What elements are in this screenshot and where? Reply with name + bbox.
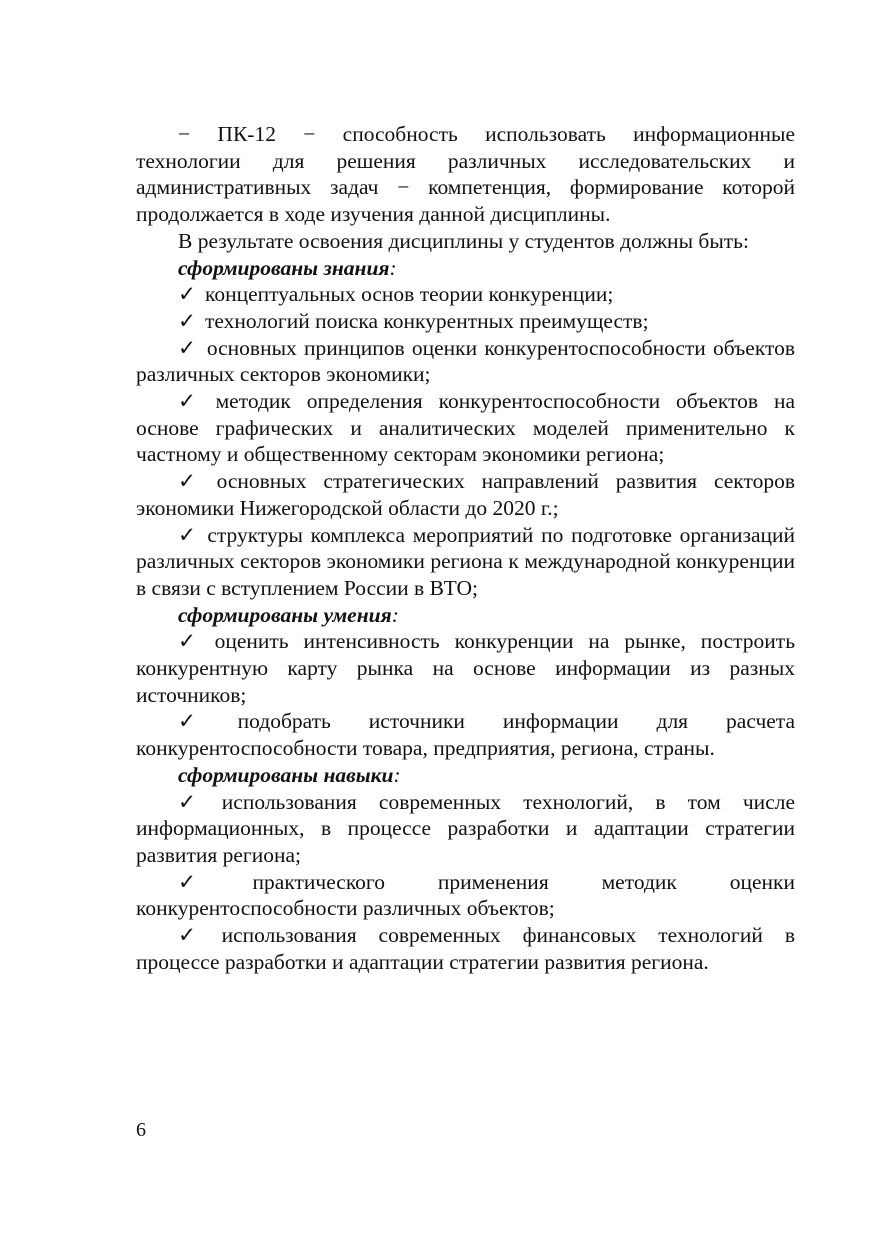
knowledge-item [136,522,795,602]
skills-heading-colon: : [391,602,399,627]
abilities-item-text: практического применения методик оценки конкурентоспособности различных объектов; [136,869,795,921]
skills-item [136,708,795,761]
checkmark-icon: ✓ [178,789,213,814]
checkmark-icon: ✓ [178,308,197,333]
knowledge-heading-text: сформированы знания [178,255,390,280]
checkmark-icon: ✓ [178,629,206,654]
abilities-heading [136,762,795,789]
skills-heading [136,602,795,629]
knowledge-item [136,468,795,521]
checkmark-icon: ✓ [178,282,197,307]
knowledge-item-text: структуры комплекса мероприятий по подготовке организаций различных секторов экономики региона к международной конкуренции в связи с вступлением России в ВТО; [136,522,795,600]
knowledge-heading-colon: : [389,255,397,280]
checkmark-icon: ✓ [178,469,208,494]
checkmark-icon: ✓ [178,709,229,734]
checkmark-icon: ✓ [178,522,199,547]
checkmark-icon: ✓ [178,389,207,414]
knowledge-item-text: основных стратегических направлений развития секторов экономики Нижегородской области до 2020 г.; [136,469,795,520]
knowledge-item [136,335,795,388]
competence-paragraph: − ПК-12 − способность использовать информационные технологии для решения различных исследовательских и административных задач − компетенция, формирование которой продолжается в ходе изучения данной дисциплины. [136,122,795,227]
abilities-item [136,869,795,922]
skills-heading-text: сформированы умения [178,602,392,627]
abilities-item [136,789,795,869]
knowledge-item [136,308,795,335]
page-number: 6 [136,1119,146,1141]
abilities-item-text: использования современных технологий, в том числе информационных, в процессе разработки и адаптации стратегии развития региона; [136,789,796,867]
abilities-heading-text: сформированы навыки [178,762,394,787]
skills-item-text: оценить интенсивность конкуренции на рынке, построить конкурентную карту рынка на основе информации из разных источников; [136,629,796,707]
page-body [136,121,795,976]
results-intro-paragraph: В результате освоения дисциплины у студентов должны быть: [178,228,749,253]
knowledge-item-text: концептуальных основ теории конкуренции; [205,282,614,307]
skills-item [136,628,795,708]
checkmark-icon: ✓ [178,335,198,360]
knowledge-heading [136,255,795,282]
checkmark-icon: ✓ [178,923,213,948]
abilities-item [136,922,795,975]
skills-item-text: подобрать источники информации для расчета конкурентоспособности товара, предприятия, региона, страны. [136,709,795,761]
knowledge-item-text: технологий поиска конкурентных преимуществ; [205,308,649,333]
checkmark-icon: ✓ [178,869,244,894]
abilities-heading-colon: : [393,762,401,787]
knowledge-item-text: методик определения конкурентоспособности объектов на основе графических и аналитических моделей применительно к частному и общественному секторам экономики региона; [136,389,795,467]
knowledge-item-text: основных принципов оценки конкурентоспособности объектов различных секторов экономики; [136,335,795,387]
knowledge-item [136,281,795,308]
abilities-item-text: использования современных финансовых технологий в процессе разработки и адаптации стратегии развития региона. [136,923,796,974]
knowledge-item [136,388,795,468]
